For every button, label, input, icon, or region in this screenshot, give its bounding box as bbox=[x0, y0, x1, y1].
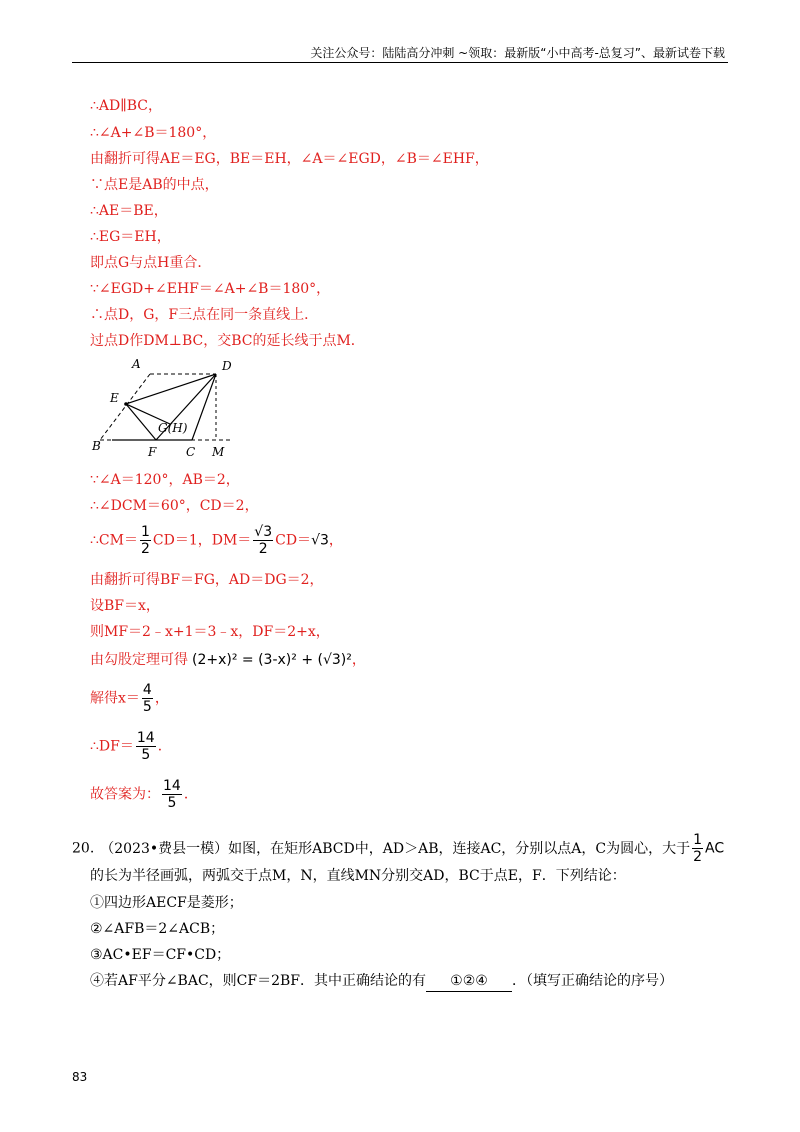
segment-dc bbox=[192, 374, 216, 440]
problem-statement-line: 的长为半径画弧，两弧交于点M，N，直线MN分别交AD，BC于点E，F．下列结论： bbox=[90, 868, 626, 884]
segment-ef bbox=[126, 404, 156, 440]
problem-statement-line: 20. （2023•费县一模）如图，在矩形ABCD中，AD＞AB，连接AC，分别以点A，C为圆心，大于 $\frac{1}{2}$ AC bbox=[72, 832, 725, 865]
point-e bbox=[124, 402, 128, 406]
solution-line: 由翻折可得BF＝FG，AD＝DG＝2， bbox=[90, 572, 324, 588]
solution-line: ∵点E是AB的中点， bbox=[90, 177, 219, 193]
fraction: $\frac{1}{2}$ bbox=[693, 832, 703, 865]
solution-line: 过点D作DM⊥BC，交BC的延长线于点M． bbox=[90, 333, 365, 349]
solution-line: 则MF＝2﹣x+1＝3﹣x，DF＝2+x， bbox=[90, 624, 330, 640]
label-e: E bbox=[110, 391, 119, 405]
fraction: $\frac{14}{5}$ bbox=[163, 778, 181, 811]
solution-line: ∴DF＝ $\frac{14}{5}$ ． bbox=[90, 730, 172, 763]
problem-number: 20. bbox=[72, 840, 95, 857]
label-f: F bbox=[148, 445, 157, 459]
fraction: $\frac{1}{2}$ bbox=[140, 524, 150, 557]
solution-line: ∴AD∥BC， bbox=[90, 98, 162, 114]
label-a: A bbox=[132, 357, 141, 371]
solution-line: ∴点D，G，F三点在同一条直线上． bbox=[90, 307, 319, 323]
geometry-figure bbox=[88, 356, 248, 460]
solution-line: ∴CM＝ $\frac{1}{2}$ CD＝1，DM＝ $\frac{√3}{2}$ CD＝√3， bbox=[90, 524, 343, 557]
solution-line: ∵∠EGD+∠EHF＝∠A+∠B＝180°， bbox=[90, 281, 331, 297]
label-d: D bbox=[222, 359, 232, 373]
sqrt-expression: √3 bbox=[311, 532, 329, 549]
solution-line: 由勾股定理可得 (2+x)² = (3-x)² + (√3)²， bbox=[90, 652, 366, 668]
solution-line: ∵∠A＝120°，AB＝2， bbox=[90, 472, 240, 488]
label-b: B bbox=[92, 439, 101, 453]
segment-ab bbox=[100, 374, 150, 440]
label-m: M bbox=[212, 445, 225, 459]
label-c: C bbox=[186, 445, 196, 459]
choice-item: ②∠AFB＝2∠ACB； bbox=[90, 921, 225, 937]
label-gh: G(H) bbox=[158, 421, 188, 435]
header-divider bbox=[72, 62, 728, 63]
solution-line: ∴EG＝EH， bbox=[90, 229, 171, 245]
solution-line: ∴AE＝BE， bbox=[90, 203, 168, 219]
choice-item: ①四边形AECF是菱形； bbox=[90, 895, 243, 911]
equation: (2+x)² = (3-x)² + (√3)² bbox=[192, 652, 352, 668]
solution-line: 故答案为： $\frac{14}{5}$ ． bbox=[90, 778, 198, 811]
solution-line: ∴∠A+∠B＝180°， bbox=[90, 125, 217, 141]
answer-blank: ①②④ bbox=[426, 971, 512, 992]
choice-item: ④若AF平分∠BAC，则CF＝2BF．其中正确结论的有 ①②④ ．（填写正确结论的序号） bbox=[90, 971, 673, 992]
solution-line: 即点G与点H重合． bbox=[90, 255, 212, 271]
solution-line: 设BF＝x， bbox=[90, 598, 160, 614]
page-header: 关注公众号：陆陆高分冲刺 ~领取：最新版“小中高考-总复习”、最新试卷下载 bbox=[310, 46, 725, 60]
solution-line: 解得x＝ $\frac{4}{5}$ ， bbox=[90, 682, 169, 715]
fraction: $\frac{14}{5}$ bbox=[136, 730, 155, 763]
solution-line: ∴∠DCM＝60°，CD＝2， bbox=[90, 498, 259, 514]
fraction: $\frac{√3}{2}$ bbox=[254, 524, 273, 557]
choice-item: ③AC•EF＝CF•CD； bbox=[90, 947, 231, 963]
solution-line: 由翻折可得AE＝EG，BE＝EH，∠A＝∠EGD，∠B＝∠EHF， bbox=[90, 151, 489, 167]
fraction: $\frac{4}{5}$ bbox=[142, 682, 152, 715]
page-number: 83 bbox=[72, 1070, 88, 1084]
